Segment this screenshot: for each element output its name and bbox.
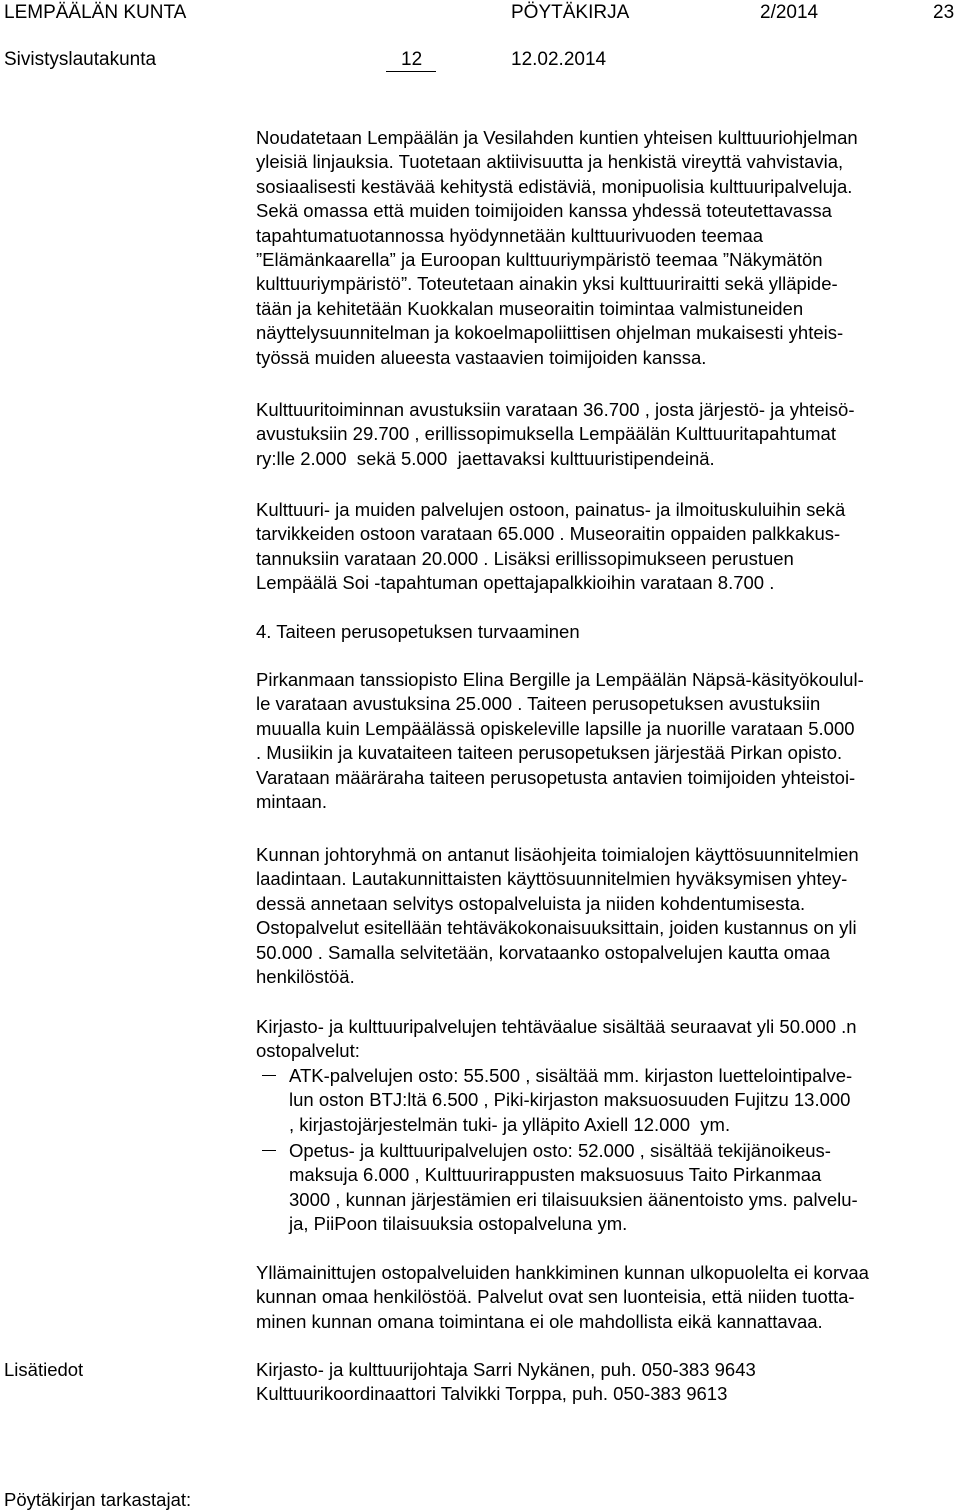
board-name: Sivistyslautakunta bbox=[4, 49, 157, 70]
paragraph-art-education: Pirkanmaan tanssiopisto Elina Bergille ja Lempäälän Näpsä-käsityökoulul- le varataan avustuksina 25.000 . Taiteen perusopetuksen avustuksiin muualla kuin Lempäälässä opiskeleville lapsille ja nuorille varataan 5.000 . Musiikin ja kuvataiteen taiteen perusopetuksen järjestää Pirkan opisto. Varataan määräraha taiteen perusopetusta antavien toimijoiden yhteistoi- mintaan. bbox=[256, 669, 864, 813]
contact-library-director: Kirjasto- ja kulttuurijohtaja Sarri Nykänen, puh. 050-383 9643 bbox=[256, 1359, 756, 1380]
document-type: PÖYTÄKIRJA bbox=[511, 2, 630, 23]
page-number: 23 bbox=[933, 2, 955, 23]
bullet-education-services: Opetus- ja kulttuuripalvelujen osto: 52.000 , sisältää tekijänoikeus- maksuja 6.000 , Kulttuurirappusten maksuosuus Taito Pirkanmaa 3000 , kunnan järjestämien eri tilaisuuksien äänentoisto yms. palvelu- ja, PiiPoon tilaisuuksia ostopalveluna ym. bbox=[289, 1140, 858, 1235]
item-number: 12 bbox=[401, 49, 423, 70]
paragraph-outsourcing-statement: Yllämainittujen ostopalveluiden hankkiminen kunnan ulkopuolelta ei korvaa kunnan omaa henkilöstöä. Palvelut ovat sen luonteisia, että niiden tuotta- minen kunnan omana toimintana ei ole mahdollista eikä kannattavaa. bbox=[256, 1262, 869, 1332]
meeting-date: 12.02.2014 bbox=[511, 49, 607, 70]
document-number: 2/2014 bbox=[760, 2, 819, 23]
bullet-it-services: ATK-palvelujen osto: 55.500 , sisältää mm. kirjaston luettelointipalve- lun oston BTJ:ltä 6.500 , Piki-kirjaston maksuosuuden Fujitzu 13.000 , kirjastojärjestelmän tuki- ja ylläpito Axiell 12.000 ym. bbox=[289, 1065, 853, 1135]
paragraph-library-purchases: Kirjasto- ja kulttuuripalvelujen tehtäväalue sisältää seuraavat yli 50.000 .n ostopalvelut: bbox=[256, 1016, 857, 1062]
minutes-reviewers-label: Pöytäkirjan tarkastajat: bbox=[4, 1489, 192, 1510]
paragraph-cultural-program: Noudatetaan Lempäälän ja Vesilahden kuntien yhteisen kulttuuriohjelman yleisiä linjauksia. Tuotetaan aktiivisuutta ja henkistä vireyttä vahvistavia, sosiaalisesti kestävää kehitystä edistäviä, monipuolisia kulttuuripalveluja. Sekä omassa että muiden toimijoiden kanssa yhdessä toteutettavassa tapahtumatuotannossa hyödynnetään kulttuurivuoden teemaa ”Elämänkaarella” ja Euroopan kulttuuriympäristö teemaa ”Näkymätön kulttuuriympäristö”. Toteutetaan ainakin yksi kulttuuriraitti sekä ylläpide- tään ja kehitetään Kuokkalan museoraitin toimintaa valmistuneiden näyttelysuunnitelman ja kokoelmapoliittisen ohjelman mukaisesti yhteis- työssä muiden alueesta vastaavien toimijoiden kanssa. bbox=[256, 127, 858, 368]
paragraph-grants: Kulttuuritoiminnan avustuksiin varataan 36.700 , josta järjestö- ja yhteisö- avustuksiin 29.700 , erillissopimuksella Lempäälän Kulttuuritapahtumat ry:lle 2.000 sekä 5.000 jaettavaksi kulttuuristipendeinä. bbox=[256, 399, 855, 469]
contact-culture-coordinator: Kulttuurikoordinaattori Talvikki Torppa, puh. 050-383 9613 bbox=[256, 1383, 728, 1404]
paragraph-management-guidance: Kunnan johtoryhmä on antanut lisäohjeita toimialojen käyttösuunnitelmien laadintaan. Lautakunnittaisten käyttösuunnitelmien hyväksymisen yhtey- dessä annetaan selvitys ostopalveluista ja niiden kohdentumisesta. Ostopalvelut esitellään tehtäväkokonaisuuksittain, joiden kustannus on yli 50.000 . Samalla selvitetään, korvataanko ostopalvelujen kautta omaa henkilöstöä. bbox=[256, 844, 859, 988]
bullet-dash bbox=[262, 1150, 276, 1151]
item-number-underline bbox=[386, 71, 436, 72]
bullet-dash bbox=[262, 1075, 276, 1076]
additional-info-label: Lisätiedot bbox=[4, 1359, 84, 1380]
municipality-name: LEMPÄÄLÄN KUNTA bbox=[4, 2, 187, 23]
paragraph-services-purchase: Kulttuuri- ja muiden palvelujen ostoon, painatus- ja ilmoituskuluihin sekä tarvikkeiden ostoon varataan 65.000 . Museoraitin oppaiden palkkakus- tannuksiin varataan 20.000 . Lisäksi erillissopimukseen perustuen Lempäälä Soi -tapahtuman opettajapalkkioihin varataan 8.700 . bbox=[256, 499, 846, 594]
section-heading-art-education: 4. Taiteen perusopetuksen turvaaminen bbox=[256, 621, 580, 642]
